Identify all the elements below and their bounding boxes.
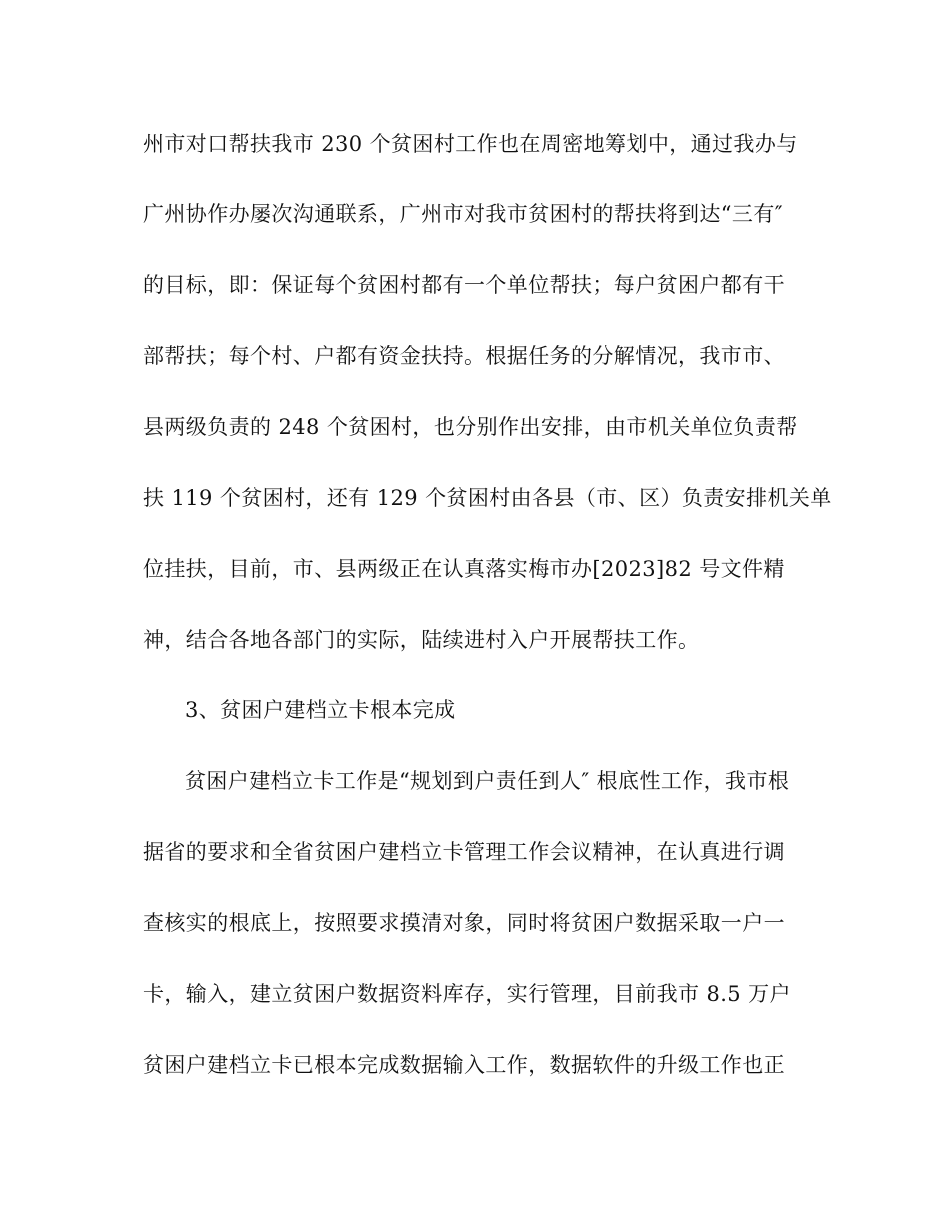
paragraph-line: 的目标，即：保证每个贫困村都有一个单位帮扶；每户贫困户都有干 [143,273,785,297]
paragraph-line: 扶 119 个贫困村，还有 129 个贫困村由各县（市、区）负责安排机关单 [143,486,832,510]
paragraph-line: 查核实的根底上，按照要求摸清对象，同时将贫困户数据采取一户一 [143,911,785,935]
paragraph-line: 神，结合各地各部门的实际，陆续进村入户开展帮扶工作。 [143,628,700,652]
section-heading: 3、贫困户建档立卡根本完成 [185,698,456,722]
paragraph-line: 部帮扶；每个村、户都有资金扶持。根据任务的分解情况，我市市、 [143,344,785,368]
paragraph-line: 贫困户建档立卡已根本完成数据输入工作，数据软件的升级工作也正 [143,1053,785,1077]
paragraph-line: 贫困户建档立卡工作是“规划到户责任到人″ 根底性工作，我市根 [185,769,790,793]
paragraph-line: 位挂扶，目前，市、县两级正在认真落实梅市办[2023]82 号文件精 [143,557,785,581]
paragraph-line: 州市对口帮扶我市 230 个贫困村工作也在周密地筹划中，通过我办与 [143,132,798,156]
paragraph-line: 据省的要求和全省贫困户建档立卡管理工作会议精神，在认真进行调 [143,840,785,864]
paragraph-line: 卡，输入，建立贫困户数据资料库存，实行管理，目前我市 8.5 万户 [143,982,791,1006]
paragraph-line: 广州协作办屡次沟通联系，广州市对我市贫困村的帮扶将到达“三有″ [143,202,783,226]
paragraph-line: 县两级负责的 248 个贫困村，也分别作出安排，由市机关单位负责帮 [143,415,798,439]
